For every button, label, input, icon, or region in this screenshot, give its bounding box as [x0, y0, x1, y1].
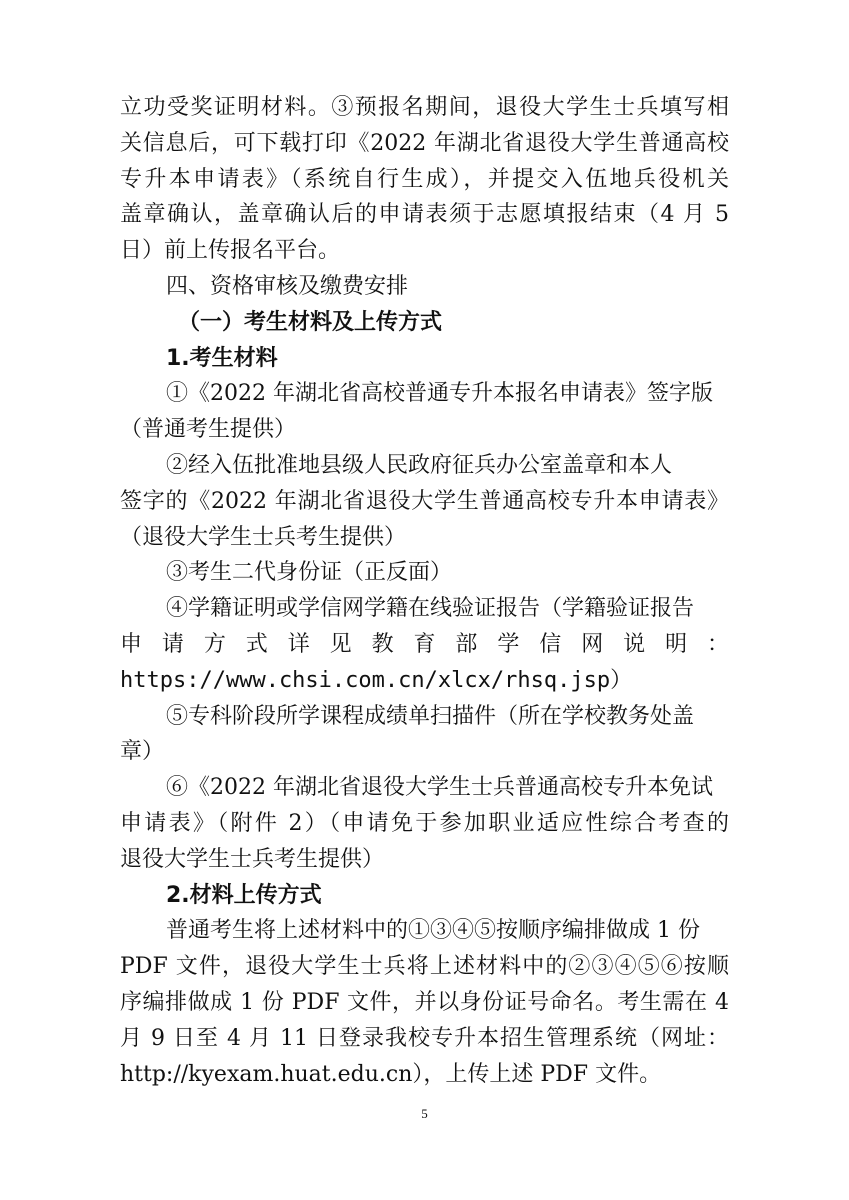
body-text-line: PDF 文件，退役大学生士兵将上述材料中的②③④⑤⑥按顺 — [120, 954, 729, 980]
item-heading: 1.考生材料 — [166, 345, 278, 371]
body-text-line: 盖章确认，盖章确认后的申请表须于志愿填报结束（4 月 5 — [120, 202, 729, 228]
list-item-continuation: （普通考生提供） — [120, 417, 297, 443]
list-item-continuation: 申 请 方 式 详 见 教 育 部 学 信 网 说 明 ： — [120, 632, 729, 657]
list-item: ①《2022 年湖北省高校普通专升本报名申请表》签字版 — [166, 381, 713, 407]
list-item: ④学籍证明或学信网学籍在线验证报告（学籍验证报告 — [166, 596, 695, 622]
list-item-continuation: （退役大学生士兵考生提供） — [120, 524, 407, 550]
body-text-line: 普通考生将上述材料中的①③④⑤按顺序编排做成 1 份 — [166, 918, 700, 944]
body-text-line: 立功受奖证明材料。③预报名期间，退役大学生士兵填写相 — [120, 95, 729, 120]
body-text-line: 序编排做成 1 份 PDF 文件，并以身份证号命名。考生需在 4 — [120, 990, 729, 1015]
body-text-line: 月 9 日至 4 月 11 日登录我校专升本招生管理系统（网址： — [120, 1025, 729, 1051]
list-item: ②经入伍批准地县级人民政府征兵办公室盖章和本人 — [166, 453, 673, 478]
body-text-line: 日）前上传报名平台。 — [120, 238, 341, 264]
page-number: 5 — [421, 1106, 428, 1121]
url-line: http://kyexam.huat.edu.cn），上传上述 PDF 文件。 — [120, 1061, 662, 1087]
body-text-line: 专升本申请表》（系统自行生成），并提交入伍地兵役机关 — [120, 166, 729, 192]
url-line: https://www.chsi.com.cn/xlcx/rhsq.jsp） — [120, 667, 633, 693]
list-item-continuation: 申请表》（附件 2）（申请免于参加职业适应性综合考查的 — [120, 811, 729, 836]
item-heading: 2.材料上传方式 — [166, 882, 322, 908]
list-item: ⑤专科阶段所学课程成绩单扫描件（所在学校教务处盖 — [166, 703, 695, 729]
section-heading: 四、资格审核及缴费安排 — [166, 274, 409, 299]
list-item: ⑥《2022 年湖北省退役大学生士兵普通高校专升本免试 — [166, 775, 713, 801]
list-item-continuation: 签字的《2022 年湖北省退役大学生普通高校专升本申请表》 — [120, 488, 729, 514]
list-item-continuation: 退役大学生士兵考生提供） — [120, 846, 385, 872]
subsection-heading: （一）考生材料及上传方式 — [178, 309, 443, 335]
list-item: ③考生二代身份证（正反面） — [166, 560, 453, 586]
list-item-continuation: 章） — [120, 739, 165, 765]
body-text-line: 关信息后，可下载打印《2022 年湖北省退役大学生普通高校 — [120, 130, 729, 156]
